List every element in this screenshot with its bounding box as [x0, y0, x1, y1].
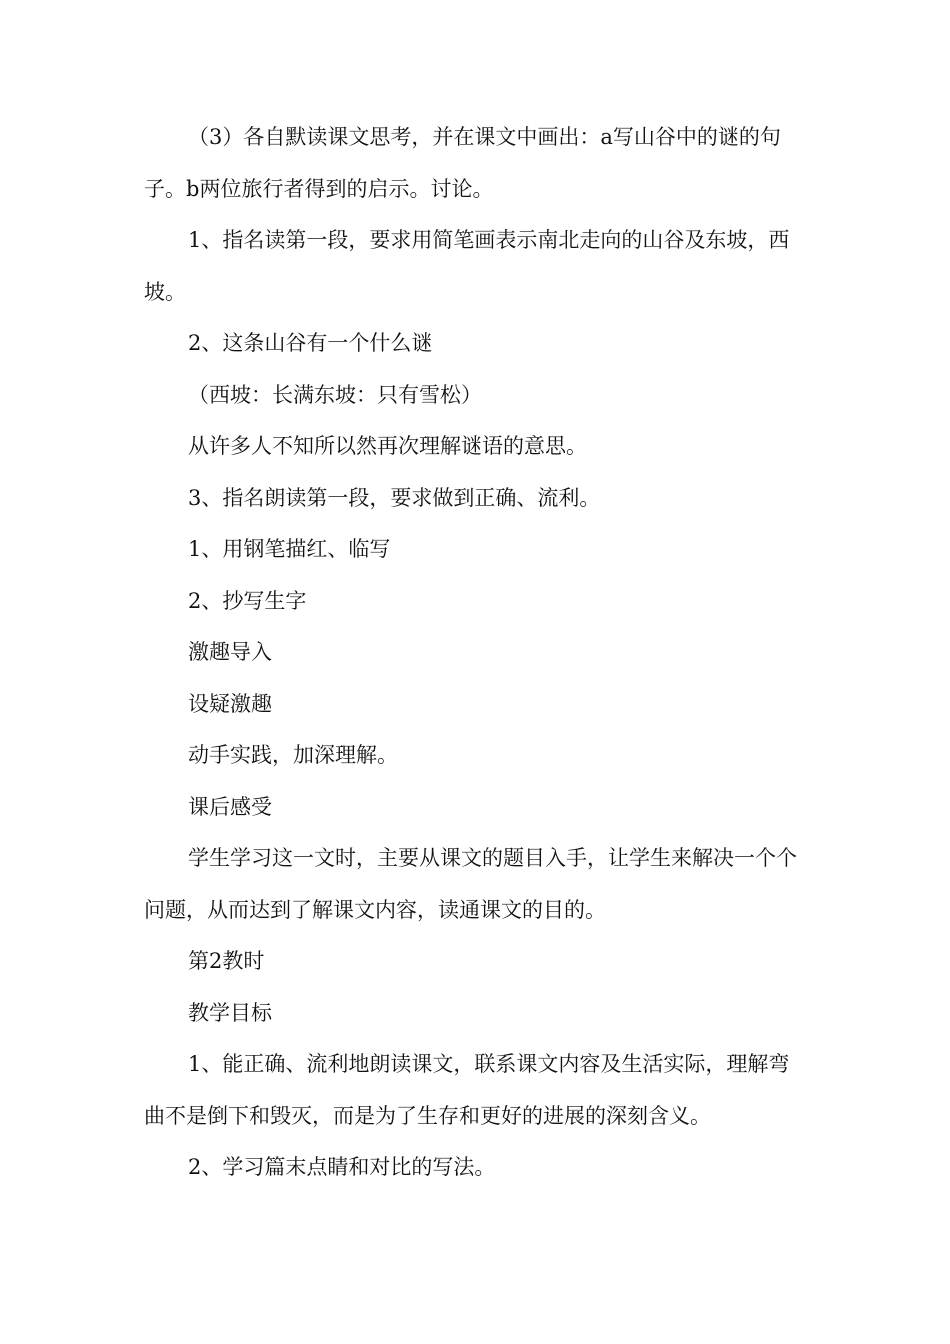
paragraph-12: 课后感受: [188, 794, 272, 819]
paragraph-10: 设疑激趣: [188, 691, 272, 716]
paragraph-8: 2、抄写生字: [188, 588, 307, 613]
paragraph-14: 第2教时: [188, 949, 265, 973]
paragraph-9: 激趣导入: [188, 640, 272, 664]
paragraph-13: 学生学习这一文时，主要从课文的题目入手，让学生来解决一个个问题，从而达到了解课文内容，读通课文的目的。: [144, 846, 797, 922]
paragraph-7: 1、用钢笔描红、临写: [188, 537, 391, 561]
paragraph-3: 2、这条山谷有一个什么谜: [188, 331, 433, 355]
paragraph-2: 1、指名读第一段，要求用简笔画表示南北走向的山谷及东坡，西坡。: [144, 228, 790, 304]
paragraph-17: 2、学习篇末点睛和对比的写法。: [188, 1155, 496, 1179]
paragraph-1: （3）各自默读课文思考，并在课文中画出：a写山谷中的谜的句子。b两位旅行者得到的启示。讨论。: [144, 125, 781, 201]
paragraph-16: 1、能正确、流利地朗读课文，联系课文内容及生活实际，理解弯曲不是倒下和毁灭，而是为了生存和更好的进展的深刻含义。: [144, 1052, 790, 1128]
paragraph-11: 动手实践，加深理解。: [188, 743, 398, 767]
paragraph-4: （西坡：长满东坡：只有雪松）: [188, 382, 482, 407]
paragraph-5: 从许多人不知所以然再次理解谜语的意思。: [188, 434, 587, 458]
paragraph-15: 教学目标: [188, 1000, 272, 1025]
document-body: [144, 112, 809, 1194]
paragraph-6: 3、指名朗读第一段，要求做到正确、流利。: [188, 485, 601, 510]
